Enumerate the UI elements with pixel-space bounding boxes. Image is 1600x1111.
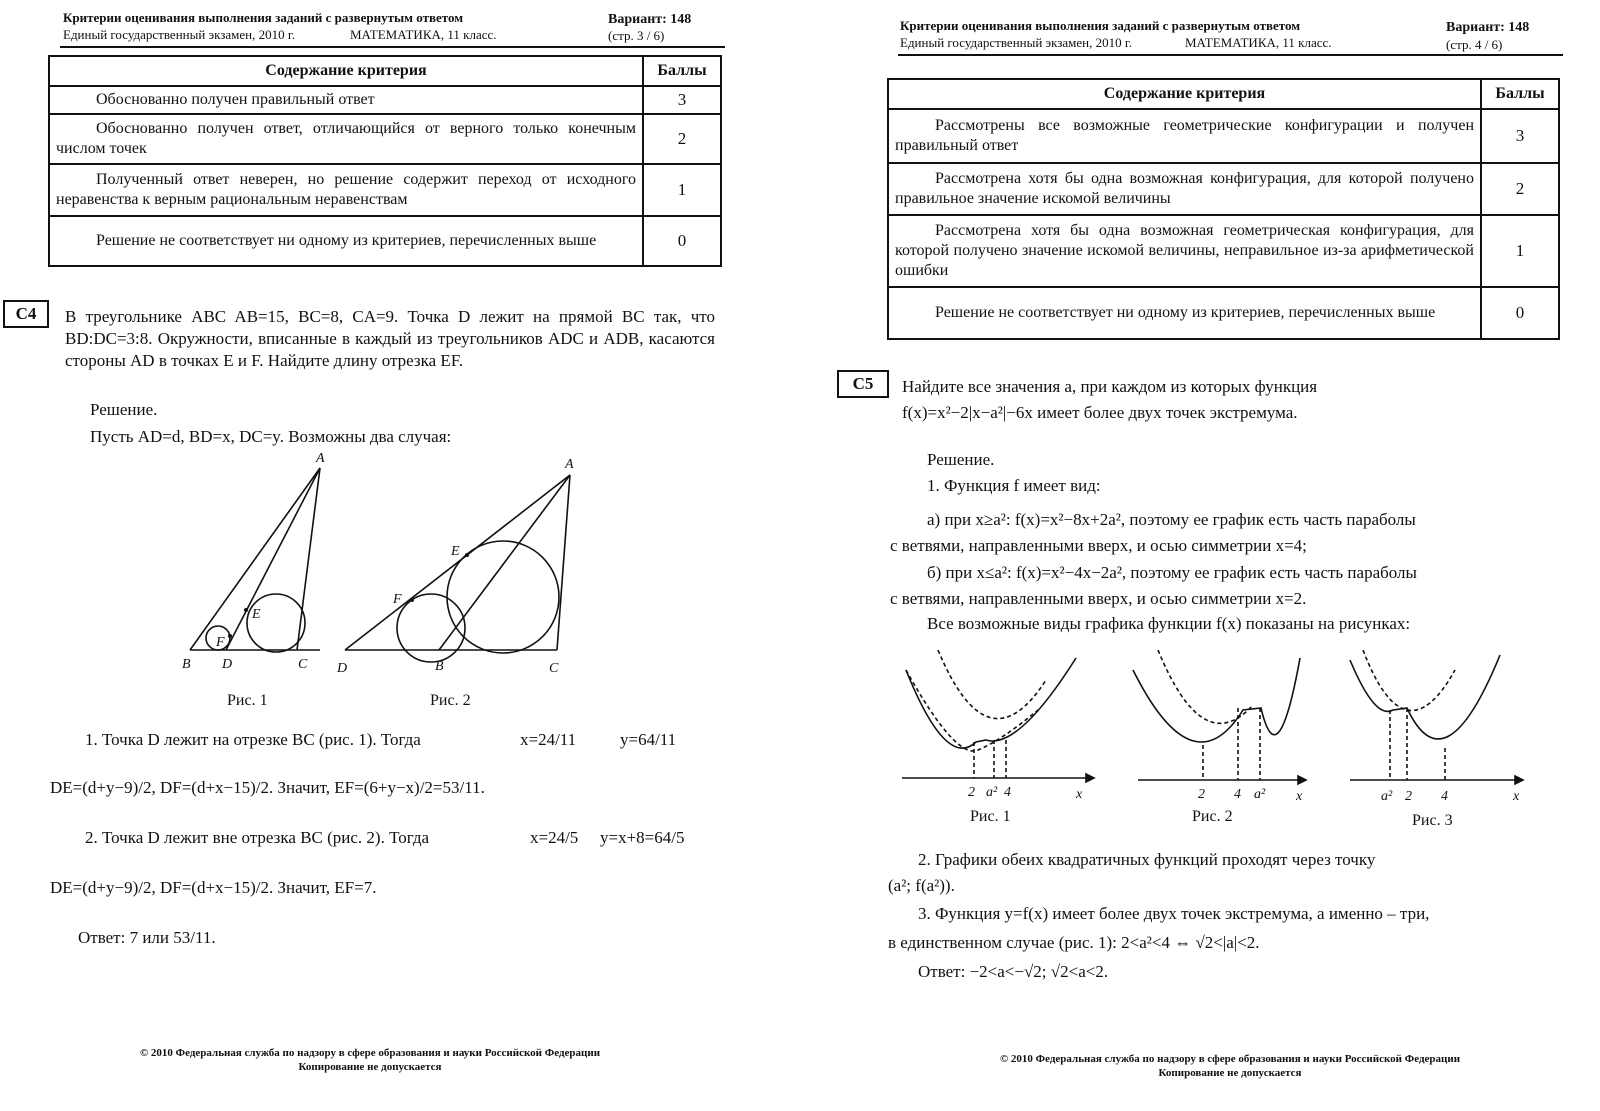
footer-copyright: © 2010 Федеральная служба по надзору в сфере образования и науки Российской Федерации (139, 1047, 601, 1059)
task-label: C5 (837, 370, 889, 398)
graph3-tick-3: 4 (1441, 789, 1448, 804)
answer: Ответ: 7 или 53/11. (78, 928, 216, 947)
fig1-label-a: A (316, 451, 325, 466)
fig1-caption: Рис. 1 (227, 692, 268, 709)
step1b-line2: с ветвями, направленными вверх, и осью симметрии x=2. (890, 589, 1307, 608)
fig1-label-d: D (222, 657, 233, 672)
header-title: Критерии оценивания выполнения заданий с развернутым ответом (63, 10, 464, 25)
footer (60, 1046, 680, 1074)
solution-label: Решение. (927, 450, 995, 469)
step2-line2: (a²; f(a²)). (888, 876, 955, 895)
header-variant: Вариант: 148 (1446, 20, 1530, 35)
col-points: Баллы (1481, 79, 1559, 109)
header-exam: Единый государственный экзамен, 2010 г. (900, 35, 1132, 50)
header-page: (стр. 3 / 6) (608, 28, 665, 43)
step3-line1: 3. Функция y=f(x) имеет более двух точек экстремума, а именно – три, (918, 904, 1430, 923)
task-statement: В треугольнике ABC AB=15, BC=8, CA=9. Точка D лежит на прямой BC так, что BD:DC=3:8. Окружности, вписанные в каждый из треугольников ADC и ADB, касаются стороны AD в точках E и F. Найдите длину отрезка EF. (65, 307, 715, 370)
let-line: Пусть AD=d, BD=x, DC=y. Возможны два случая: (90, 427, 452, 446)
graph2-caption: Рис. 2 (1192, 808, 1233, 825)
case1-y: y=64/11 (620, 730, 677, 749)
fig2-label-b: B (435, 659, 444, 674)
graph3-axis-label: x (1513, 789, 1520, 804)
header-rule (60, 46, 725, 48)
fig1-label-c: C (298, 657, 308, 672)
case1-text: 1. Точка D лежит на отрезке BC (рис. 1). Тогда (85, 730, 421, 749)
fig2-label-d: D (337, 661, 348, 676)
fig2-caption: Рис. 2 (430, 692, 471, 709)
step1: 1. Функция f имеет вид: (927, 476, 1101, 495)
header-subject: МАТЕМАТИКА, 11 класс. (350, 27, 497, 42)
graph2-axis-label: x (1296, 789, 1303, 804)
header-subject: МАТЕМАТИКА, 11 класс. (1185, 35, 1332, 50)
criterion-text: Полученный ответ неверен, но решение содержит переход от исходного неравенства к верным рациональным неравенствам (49, 164, 643, 216)
fig2-label-f: F (393, 592, 402, 607)
step2-line1: 2. Графики обеих квадратичных функций проходят через точку (918, 850, 1376, 869)
case1-formula: DE=(d+y−9)/2, DF=(d+x−15)/2. Значит, EF=(6+y−x)/2=53/11. (50, 778, 485, 797)
header-page: (стр. 4 / 6) (1446, 37, 1503, 52)
fig2-label-c: C (549, 661, 559, 676)
step1-end: Все возможные виды графика функции f(x) показаны на рисунках: (927, 614, 1411, 633)
graph1-tick-1: 2 (968, 785, 975, 800)
statement-line1: Найдите все значения a, при каждом из которых функция (902, 377, 1318, 396)
col-criterion: Содержание критерия (49, 56, 643, 86)
right-page (800, 0, 1600, 1111)
criterion-text: Рассмотрена хотя бы одна возможная геометрическая конфигурация, для которой получено значение искомой величины, неправильное из-за арифметической ошибки (888, 215, 1481, 287)
criterion-points: 2 (1481, 163, 1559, 215)
graph2-tick-1: 2 (1198, 787, 1205, 802)
answer: Ответ: −2<a<−√2; √2<a<2. (918, 962, 1109, 981)
graph1-tick-2: a² (986, 785, 998, 800)
criterion-points: 0 (643, 216, 721, 266)
graph1-tick-3: 4 (1004, 785, 1011, 800)
criterion-points: 3 (1481, 109, 1559, 163)
criterion-points: 3 (643, 86, 721, 114)
step1b-line1: б) при x≤a²: f(x)=x²−4x−2a², поэтому ее график есть часть параболы (927, 563, 1417, 582)
criterion-text: Обоснованно получен ответ, отличающийся от верного только конечным числом точек (49, 114, 643, 164)
case1-x: x=24/11 (520, 730, 577, 749)
footer (920, 1052, 1540, 1080)
step3-line2: в единственном случае (рис. 1): 2<a²<4 ⇔ √2<|a|<2. (888, 933, 1260, 952)
fig1-label-b: B (182, 657, 191, 672)
fig1-label-e: E (252, 607, 261, 622)
fig1-label-f: F (216, 635, 225, 650)
task-label: C4 (3, 300, 49, 328)
solution-label: Решение. (90, 400, 158, 419)
graph-3 (1345, 650, 1530, 805)
header-variant: Вариант: 148 (608, 12, 692, 27)
fig2-label-e: E (451, 544, 460, 559)
footer-copyright: © 2010 Федеральная служба по надзору в сфере образования и науки Российской Федерации (999, 1053, 1461, 1065)
criterion-text: Рассмотрены все возможные геометрические конфигурации и получен правильный ответ (888, 109, 1481, 163)
graph3-caption: Рис. 3 (1412, 812, 1453, 829)
col-points: Баллы (643, 56, 721, 86)
figure-2 (335, 450, 585, 680)
case2-x: x=24/5 (530, 828, 579, 847)
criterion-points: 1 (643, 164, 721, 216)
case2-formula: DE=(d+y−9)/2, DF=(d+x−15)/2. Значит, EF=7. (50, 878, 377, 897)
criterion-points: 0 (1481, 287, 1559, 339)
figure-1 (180, 448, 330, 678)
col-criterion: Содержание критерия (888, 79, 1481, 109)
header-rule (898, 54, 1563, 56)
case2-text: 2. Точка D лежит вне отрезка BC (рис. 2). Тогда (85, 828, 430, 847)
graph3-tick-2: 2 (1405, 789, 1412, 804)
criterion-points: 1 (1481, 215, 1559, 287)
graph1-axis-label: x (1076, 787, 1083, 802)
graph2-tick-2: 4 (1234, 787, 1241, 802)
graph-1 (898, 650, 1098, 805)
graph1-caption: Рис. 1 (970, 808, 1011, 825)
graph3-tick-1: a² (1381, 789, 1393, 804)
step1a-line2: с ветвями, направленными вверх, и осью симметрии x=4; (890, 536, 1307, 555)
criterion-text: Решение не соответствует ни одному из критериев, перечисленных выше (888, 287, 1481, 339)
footer-notice: Копирование не допускается (298, 1061, 442, 1073)
header-exam: Единый государственный экзамен, 2010 г. (63, 27, 295, 42)
case2-y: y=x+8=64/5 (600, 828, 685, 847)
criteria-table (48, 55, 722, 267)
header-title: Критерии оценивания выполнения заданий с развернутым ответом (900, 18, 1301, 33)
fig2-label-a: A (565, 457, 574, 472)
criterion-points: 2 (643, 114, 721, 164)
criterion-text: Решение не соответствует ни одному из критериев, перечисленных выше (49, 216, 643, 266)
criterion-text: Рассмотрена хотя бы одна возможная конфигурация, для которой получено правильное значение искомой величины (888, 163, 1481, 215)
graph2-tick-3: a² (1254, 787, 1266, 802)
left-page (0, 0, 790, 1111)
statement-line2: f(x)=x²−2|x−a²|−6x имеет более двух точек экстремума. (902, 403, 1298, 422)
criteria-table (887, 78, 1560, 340)
graph-2 (1128, 650, 1318, 805)
criterion-text: Обоснованно получен правильный ответ (49, 86, 643, 114)
step1a-line1: а) при x≥a²: f(x)=x²−8x+2a², поэтому ее график есть часть параболы (927, 510, 1416, 529)
footer-notice: Копирование не допускается (1158, 1067, 1302, 1079)
